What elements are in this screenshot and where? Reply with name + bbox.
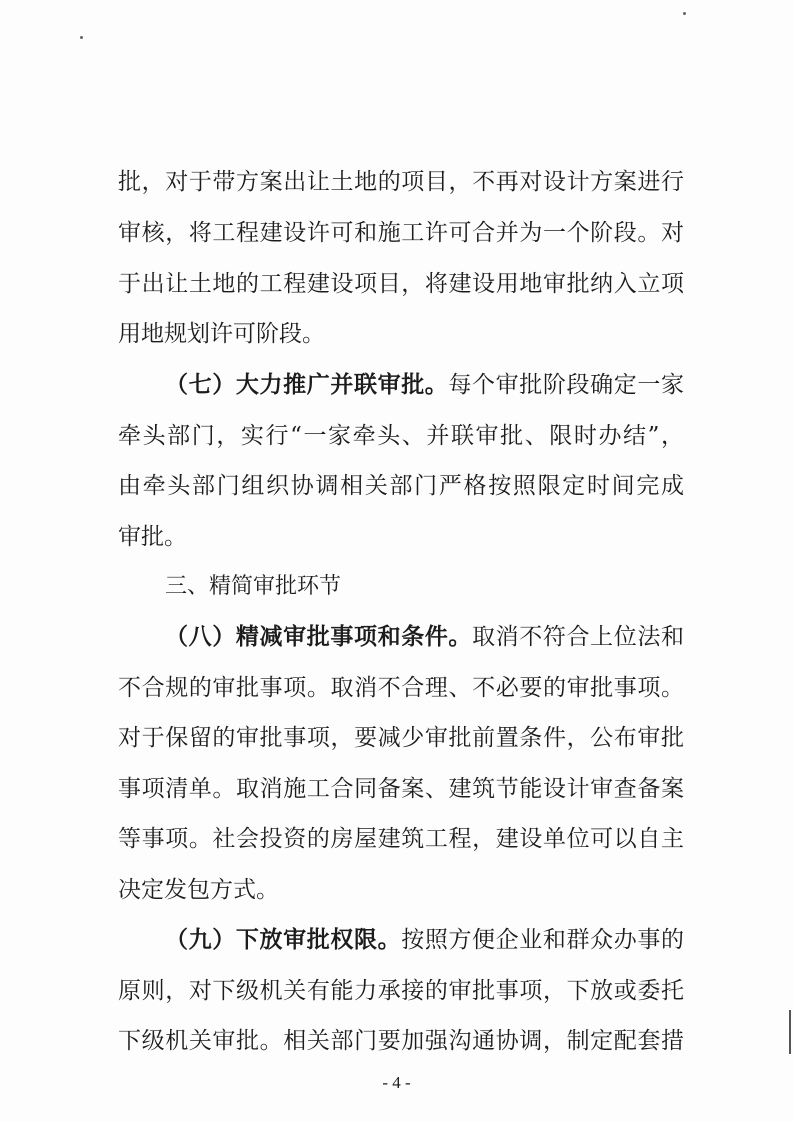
body-text: 每个审批阶段确定一家: [448, 372, 685, 398]
body-line: 于出让土地的工程建设项目，将建设用地审批纳入立项: [118, 271, 684, 297]
body-line: 事项清单。取消施工合同备案、建筑节能设计审查备案: [118, 776, 684, 802]
body-line: 原则，对下级机关有能力承接的审批事项，下放或委托: [118, 978, 684, 1004]
paragraph-first-line: [165, 365, 684, 405]
scan-speck: [80, 36, 83, 39]
body-line: 对于保留的审批事项，要减少审批前置条件，公布审批: [118, 725, 684, 751]
body-text: 取消不符合上位法和: [472, 624, 685, 650]
body-line: 下级机关审批。相关部门要加强沟通协调，制定配套措: [118, 1028, 684, 1054]
body-line: 等事项。社会投资的房屋建筑工程，建设单位可以自主: [118, 826, 684, 852]
paragraph-first-line: [165, 920, 684, 960]
section-heading: 三、精简审批环节: [165, 574, 342, 599]
scan-speck: [683, 12, 686, 15]
section-lead: （八）精减审批事项和条件。: [165, 624, 473, 650]
body-line: 批，对于带方案出让土地的项目，不再对设计方案进行: [118, 169, 684, 195]
body-line: 由牵头部门组织协调相关部门严格按照限定时间完成: [118, 473, 684, 499]
paragraph-first-line: [165, 617, 684, 657]
body-line: 决定发包方式。: [118, 877, 279, 903]
scan-edge-mark: [789, 1010, 791, 1054]
body-line: 审批。: [118, 524, 187, 550]
section-lead: （七）大力推广并联审批。: [165, 372, 449, 398]
body-line: 用地规划许可阶段。: [118, 321, 325, 347]
section-lead: （九）下放审批权限。: [165, 927, 402, 953]
body-line: 不合规的审批事项。取消不合理、不必要的审批事项。: [118, 675, 684, 701]
body-line: 审核，将工程建设许可和施工许可合并为一个阶段。对: [118, 220, 684, 246]
page-number: - 4 -: [382, 1073, 411, 1092]
body-line: 牵头部门，实行“一家牵头、并联审批、限时办结”，: [118, 423, 684, 449]
body-text: 按照方便企业和群众办事的: [401, 927, 685, 953]
